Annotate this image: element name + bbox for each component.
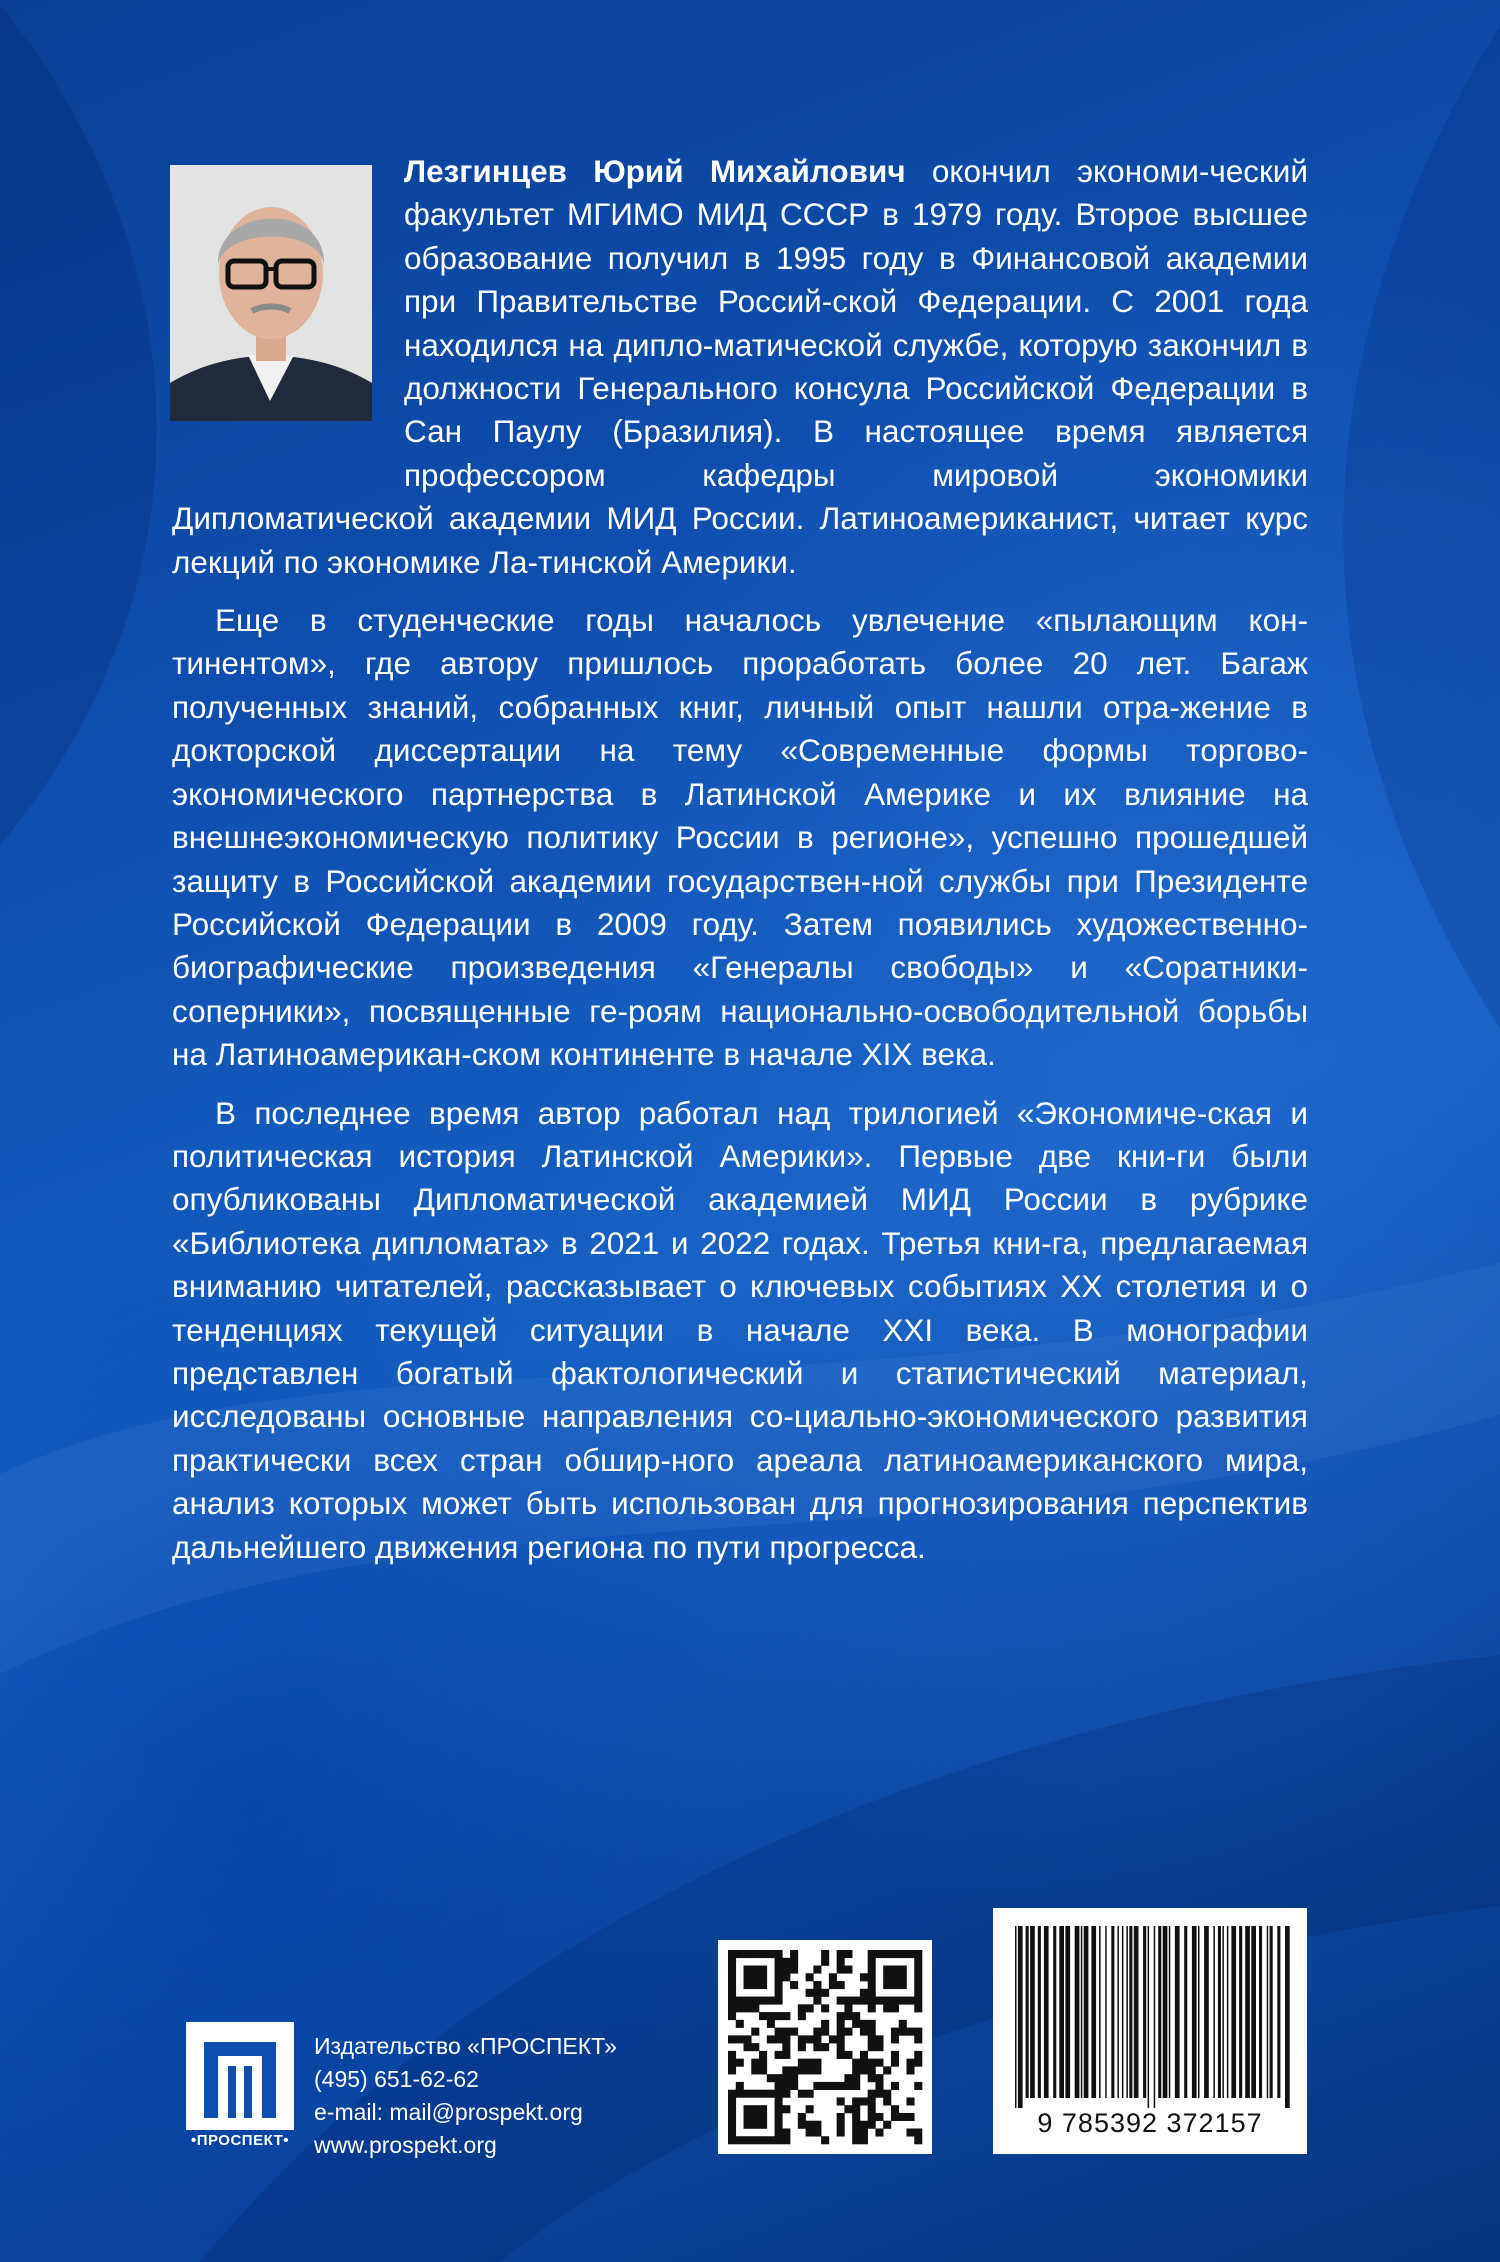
bio-paragraph-2: Еще в студенческие годы началось увлечение «пылающим кон-тинентом», где автору пришлось проработать более 20 лет. Багаж полученных знаний, собранных книг, личный опыт нашли отра-жение в докторской диссертации на тему «Современные формы торгово-экономического партнерства в Латинской Америке и их влияние на внешнеэкономическую политику России в регионе», успешно прошедшей защиту в Российской академии государствен-ной службы при Президенте Российской Федерации в 2009 году. Затем появились художественно-биографические произведения «Генералы свободы» и «Соратники-соперники», посвященные ге-роям национально-освободительной борьбы на Латиноамерикан-ском континенте в начале XIX века. (172, 602, 1308, 1073)
logo-label: •ПРОСПЕКТ• (190, 2132, 290, 2149)
photo-spacer (172, 150, 404, 456)
publisher-website: www.prospekt.org (314, 2132, 497, 2158)
isbn-number: 9 785392 372157 (1037, 2108, 1263, 2138)
bio-paragraph-3: В последнее время автор работал над трилогией «Экономиче-ская и политическая история Латинской Америки». Первые две кни-ги были опубликованы Дипломатической академией МИД России в рубрике «Библиотека дипломата» в 2021 и 2022 годах. Третья кни-га, предлагаемая вниманию читателей, рассказывает о ключевых событиях XX столетия и о тенденциях текущей ситуации в начале XXI века. В монографии представлен богатый фактологический и статистический материал, исследованы основные направления со-циально-экономического развития практически всех стран обшир-ного ареала латиноамериканского мира, анализ которых может быть использован для прогнозирования перспектив дальнейшего движения региона по пути прогресса. (172, 1094, 1308, 1565)
publisher-name: Издательство «ПРОСПЕКТ» (314, 2033, 617, 2059)
isbn-barcode (993, 1908, 1307, 2154)
author-name: Лезгинцев Юрий Михайлович (404, 153, 906, 189)
bio-paragraph-1-text: окончил экономи-ческий факультет МГИМО МИД СССР в 1979 году. Второе высшее образование получил в 1995 году в Финансовой академии при Правительстве Россий-ской Федерации. С 2001 года находился на дипло-матической службе, которую закончил в должности Генерального консула Российской Федерации в Сан Паулу (Бразилия). В настоящее время является профессором кафедры мировой экономики Дипломатической академии МИД России. Латиноамериканист, читает курс лекций по экономике Ла-тинской Америки. (172, 153, 1309, 580)
publisher-info (314, 2030, 617, 2162)
publisher-phone: (495) 651-62-62 (314, 2066, 479, 2092)
publisher-email: e-mail: mail@prospekt.org (314, 2099, 583, 2125)
qr-code (718, 1940, 932, 2154)
author-biography (172, 150, 1308, 1569)
